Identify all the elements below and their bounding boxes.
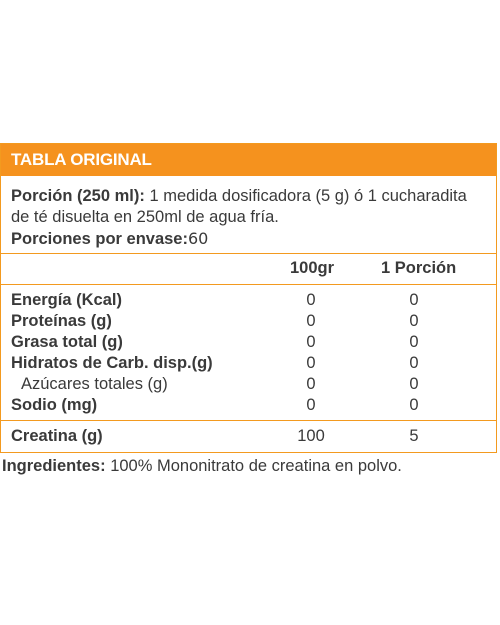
column-header-portion: 1 Porción xyxy=(381,259,457,277)
nutrient-row-carbs xyxy=(1,354,496,375)
nutrient-value-100gr: 0 xyxy=(306,396,316,414)
nutrient-row-sodium xyxy=(1,396,496,417)
servings-per-container xyxy=(11,228,484,250)
servings-label: Porciones por envase: xyxy=(11,230,188,248)
nutrient-name: Hidratos de Carb. disp.(g) xyxy=(11,354,213,372)
portion-size-text-1: 1 medida dosificadora (5 g) ó 1 cucharadita xyxy=(144,187,467,205)
nutrient-value-100gr: 0 xyxy=(306,354,316,372)
column-headers xyxy=(1,254,496,284)
nutrient-row-sugars xyxy=(1,375,496,396)
portion-size-line xyxy=(11,186,484,207)
nutrient-name: Proteínas (g) xyxy=(11,312,112,330)
nutrient-value-portion: 0 xyxy=(409,312,419,330)
ingredients-text: 100% Mononitrato de creatina en polvo. xyxy=(105,457,402,475)
nutrient-rows xyxy=(1,285,496,420)
portion-size-text-2: de té disuelta en 250ml de agua fría. xyxy=(11,208,279,226)
portion-size-label: Porción (250 ml): xyxy=(11,187,145,205)
nutrient-value-portion: 0 xyxy=(409,354,419,372)
ingredients-line xyxy=(2,457,402,476)
nutrition-table xyxy=(0,143,497,453)
nutrient-name: Creatina (g) xyxy=(11,427,103,445)
column-header-100gr: 100gr xyxy=(290,259,335,277)
nutrient-row-energy xyxy=(1,291,496,312)
nutrient-value-portion: 0 xyxy=(409,396,419,414)
portion-info xyxy=(1,176,496,253)
nutrient-value-100gr: 100 xyxy=(297,427,325,445)
nutrient-value-portion: 5 xyxy=(409,427,419,445)
nutrient-value-portion: 0 xyxy=(409,375,419,393)
nutrient-value-100gr: 0 xyxy=(306,333,316,351)
nutrient-row-protein xyxy=(1,312,496,333)
servings-value: 60 xyxy=(187,229,209,248)
nutrient-value-100gr: 0 xyxy=(306,375,316,393)
nutrient-value-100gr: 0 xyxy=(306,291,316,309)
nutrient-name: Sodio (mg) xyxy=(11,396,98,414)
nutrient-value-portion: 0 xyxy=(409,333,419,351)
creatine-section xyxy=(1,421,496,451)
nutrient-value-100gr: 0 xyxy=(306,312,316,330)
nutrient-name: Azúcares totales (g) xyxy=(21,375,168,393)
table-title: TABLA ORIGINAL xyxy=(1,144,496,176)
ingredients-label: Ingredientes: xyxy=(2,457,106,475)
nutrient-row-fat xyxy=(1,333,496,354)
nutrient-name: Grasa total (g) xyxy=(11,333,123,351)
nutrient-row-creatine xyxy=(1,427,496,448)
nutrient-value-portion: 0 xyxy=(409,291,419,309)
nutrient-name: Energía (Kcal) xyxy=(11,291,122,309)
